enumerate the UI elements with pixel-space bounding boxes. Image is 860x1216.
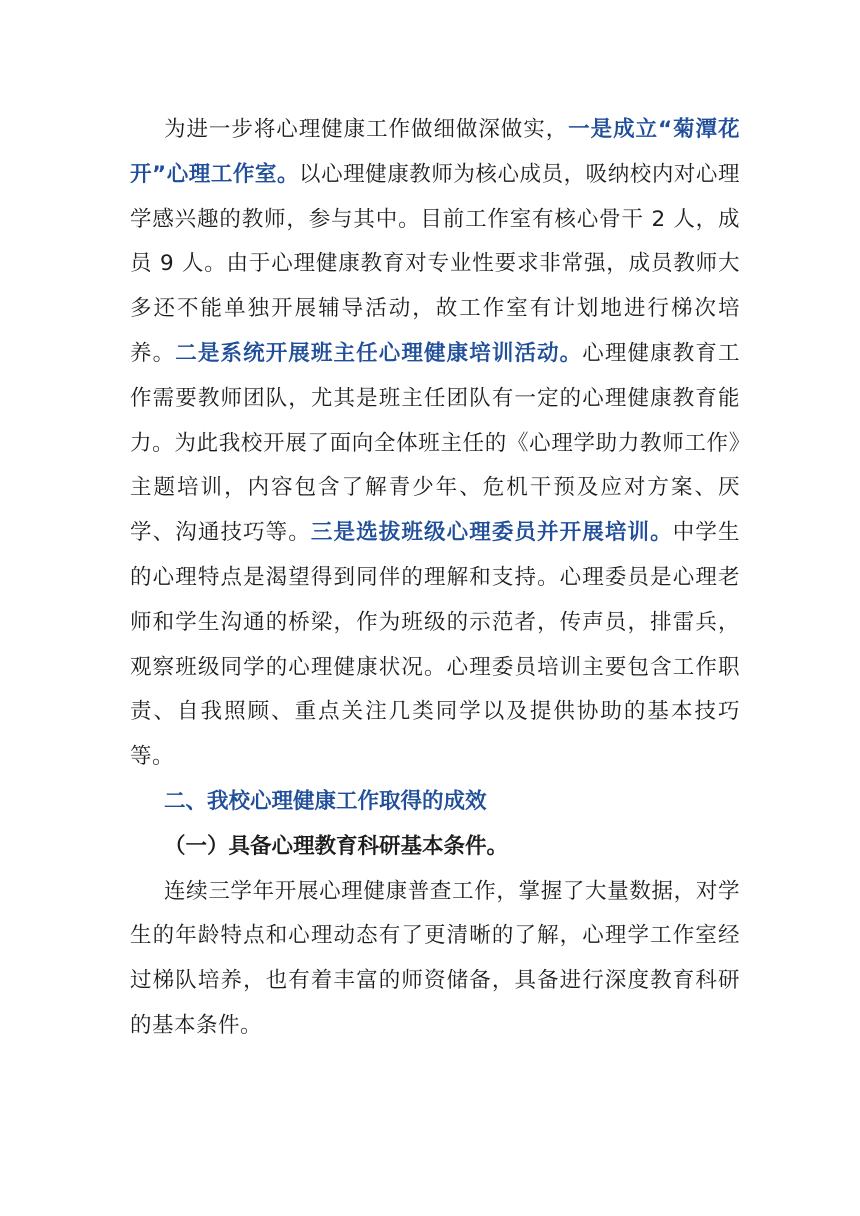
- paragraph-text: 以心理健康教师为核心成员，吸纳校内对心理学感兴趣的教师，参与其中。目前工作室有核心骨干 2 人，成员 9 人。由于心理健康教育对专业性要求非常强，成员教师大多还不能单独开展辅导活动，故工作室有计划地进行梯次培养。: [130, 161, 740, 366]
- paragraph-work-measures: [130, 108, 740, 780]
- document-body: [130, 108, 740, 1049]
- highlight-measure-three: 三是选拔班级心理委员并开展培训。: [310, 520, 673, 546]
- paragraph-text: 中学生的心理特点是渴望得到同伴的理解和支持。心理委员是心理老师和学生沟通的桥梁，作为班级的示范者，传声员，排雷兵，观察班级同学的心理健康状况。心理委员培训主要包含工作职责、自我照顾、重点关注几类同学以及提供协助的基本技巧等。: [130, 520, 740, 770]
- paragraph-text: 心理健康教育工作需要教师团队，尤其是班主任团队有一定的心理健康教育能力。为此我校开展了面向全体班主任的《心理学助力教师工作》主题培训，内容包含了解青少年、危机干预及应对方案、厌学、沟通技巧等。: [130, 340, 740, 546]
- paragraph-research-conditions: 连续三学年开展心理健康普查工作，掌握了大量数据，对学生的年龄特点和心理动态有了更清晰的了解，心理学工作室经过梯队培养，也有着丰富的师资储备，具备进行深度教育科研的基本条件。: [130, 878, 740, 1038]
- section-heading: 二、我校心理健康工作取得的成效: [164, 788, 487, 814]
- highlight-measure-two: 二是系统开展班主任心理健康培训活动。: [175, 340, 583, 366]
- paragraph-text: 为进一步将心理健康工作做细做深做实，: [164, 117, 569, 142]
- highlight-measure-one: 一是成立“菊潭花开”心理工作室。: [130, 117, 740, 187]
- subsection-heading: （一）具备心理教育科研基本条件。: [164, 833, 509, 859]
